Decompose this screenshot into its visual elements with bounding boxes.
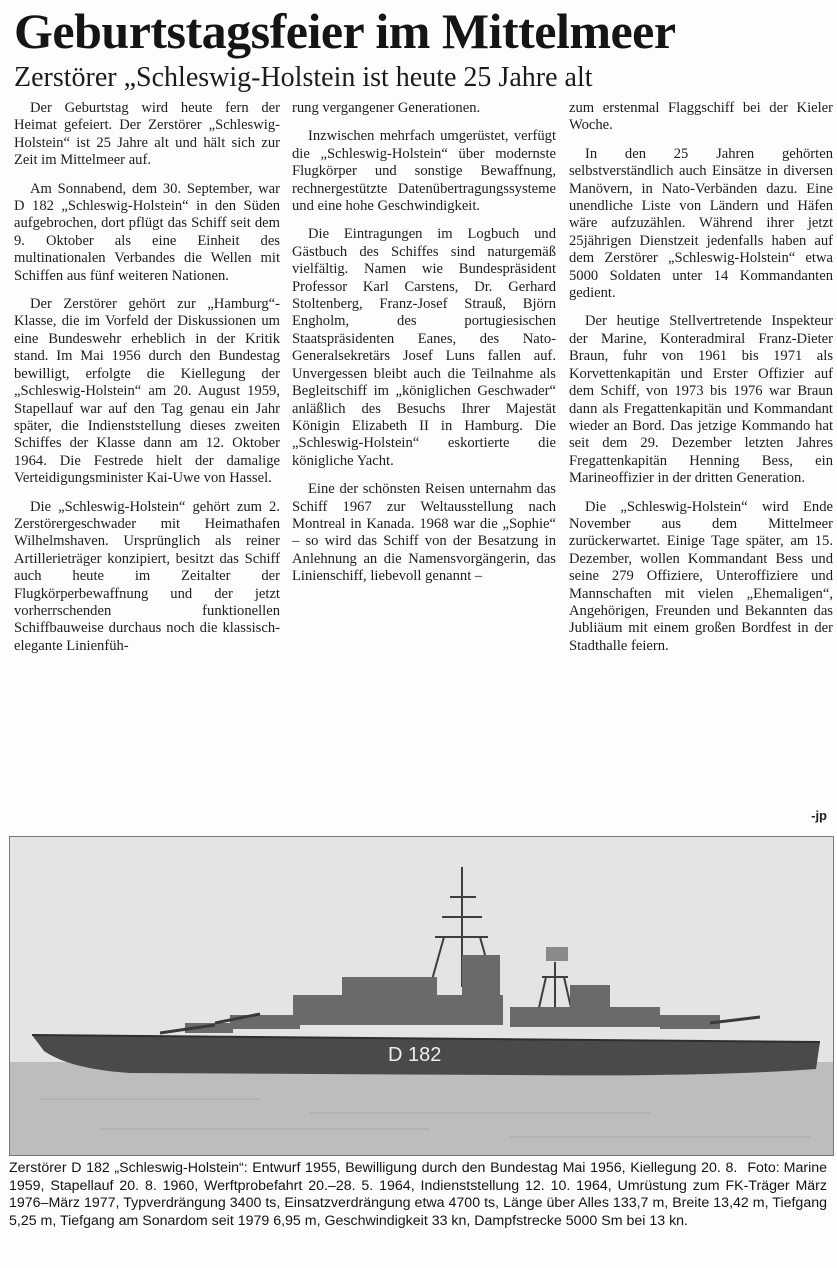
paragraph: Die „Schleswig-Holstein“ gehört zum 2. Zerstörergeschwader mit Heimathafen Wilhelmshaven. Ursprünglich als reiner Artillerieträger konzipiert, besitzt das Schiff auch heute im Zeitalter der Flugkörperbewaffnung und der jetzt vorherrschenden funktionellen Schiffbauweise durchaus noch die klassisch-elegante Linienfüh- — [14, 498, 280, 654]
paragraph: In den 25 Jahren gehörten selbstverständlich auch Einsätze in diversen Manövern, in Nato-Verbänden dazu. Eine unendliche Liste von Ländern und Häfen wäre aufzuzählen. Während ihrer jetzt 25jährigen Dienstzeit jedenfalls haben auf dem Zerstörer „Schleswig-Holstein“ etwa 5000 Soldaten unter 14 Kommandanten gedient. — [569, 145, 833, 302]
photo-credit: Foto: Marine — [747, 1160, 827, 1176]
destroyer-photo — [9, 836, 834, 1156]
photo-caption — [9, 1160, 827, 1230]
paragraph: Der heutige Stellvertretende Inspekteur der Marine, Konteradmiral Franz-Dieter Braun, fuhr von 1961 bis 1971 als Korvettenkapitän und Erster Offizier auf dem Schiff, von 1973 bis 1976 war Braun dann als Fregattenkapitän und Kommandant wieder an Bord. Das jetzige Kommando hat seit dem 29. Dezember letzten Jahres Fregattenkapitän Henning Bess, ein Marineoffizier in der dritten Generation. — [569, 313, 833, 487]
paragraph: Die „Schleswig-Holstein“ wird Ende November aus dem Mittelmeer zurückerwartet. Einige Tage später, am 15. Dezember, wollen Kommandant Bess und seine 279 Offiziere, Unteroffiziere und Mannschaften mit vielen „Ehemaligen“, Angehörigen, Freunden und Bekannten das Jubliäum mit einem großen Bordfest in der Stadthalle feiern. — [569, 498, 833, 654]
paragraph: zum erstenmal Flaggschiff bei der Kieler Woche. — [569, 100, 833, 134]
paragraph: Die Eintragungen im Logbuch und Gästbuch des Schiffes sind naturgemäß vielfältig. Namen wie Bundespräsident Professor Karl Carstens, Dr. Gerhard Stoltenberg, Franz-Josef Strauß, Björn Engholm, des portugiesischen Staatspräsidenten Eanes, des Nato-Generalsekretärs Josef Luns fallen auf. Unvergessen bleibt auch die Teilnahme als Begleitschiff im „königlichen Geschwader“ anläßlich des Besuchs Ihrer Majestät Königin Elizabeth II in Hamburg. Die „Schleswig-Holstein“ eskortierte die königliche Yacht. — [292, 226, 556, 469]
paragraph: Inzwischen mehrfach umgerüstet, verfügt die „Schleswig-Holstein“ über modernste Flugkörper und sonstige Bewaffnung, rechnergestützte Datenübertragungssysteme und eine hohe Geschwindigkeit. — [292, 128, 556, 215]
paragraph: Der Geburtstag wird heute fern der Heimat gefeiert. Der Zerstörer „Schleswig-Holstein“ ist 25 Jahre alt und hält sich zur Zeit im Mittelmeer auf. — [14, 100, 280, 169]
paragraph: Am Sonnabend, dem 30. September, war D 182 „Schleswig-Holstein“ in den Süden aufgebrochen, dort pflügt das Schiff seit dem 9. Oktober als eine Einheit des multinationalen Verbandes die Wellen mit Schiffen aus fünf weiteren Nationen. — [14, 180, 280, 284]
caption-text: Zerstörer D 182 „Schleswig-Holstein“: Entwurf 1955, Bewilligung durch den Bundestag Mai 1956, Kiellegung 20. 8. 1959, Stapellauf 20. 8. 1960, Werftprobefahrt 20.–28. 5. 1964, Indienststellung 12. 10. 1964, Umrüstung zum FK-Träger März 1976–März 1977, Typverdrängung 3400 ts, Einsatzverdrängung etwa 4700 ts, Länge über Alles 133,7 m, Breite 13,42 m, Tiefgang 5,25 m, Tiefgang am Sonardom seit 1979 6,95 m, Geschwindigkeit 33 kn, Dampfstrecke 5000 Sm bei 13 kn. — [9, 1160, 827, 1229]
sea — [10, 1062, 833, 1155]
hull-number: D 182 — [388, 1044, 442, 1066]
paragraph: rung vergangener Generationen. — [292, 100, 481, 116]
ship-illustration — [10, 837, 833, 1155]
author-signature: -jp — [811, 808, 827, 823]
article-column-3 — [569, 100, 833, 655]
article-column-2 — [292, 100, 556, 586]
paragraph: Eine der schönsten Reisen unternahm das Schiff 1967 zur Weltausstellung nach Montreal in Kanada. 1968 war die „Sophie“ – so wird das Schiff von der Besatzung in Anlehnung an die Namensvorgängerin, das Linienschiff, liebevoll genannt – — [292, 481, 556, 585]
sky — [10, 837, 833, 1067]
subheadline: Zerstörer „Schleswig-Holstein ist heute 25 Jahre alt — [14, 62, 593, 93]
radar-antenna — [546, 947, 568, 961]
paragraph: Der Zerstörer gehört zur „Hamburg“-Klasse, die im Vorfeld der Diskussionen um eine Bundeswehr erheblich in der Kritik stand. Im Mai 1956 durch den Bundestag bewilligt, erfolgte die Kiellegung der „Schleswig-Holstein“ am 20. August 1959, Stapellauf war auf den Tag genau ein Jahr später, die Indienststellung dieses zweiten Schiffes der Klasse dann am 12. Oktober 1964. Die Festrede hielt der damalige Verteidigungsminister Kai-Uwe von Hassel. — [14, 296, 280, 487]
article-column-1 — [14, 100, 280, 655]
headline: Geburtstagsfeier im Mittelmeer — [14, 3, 676, 59]
